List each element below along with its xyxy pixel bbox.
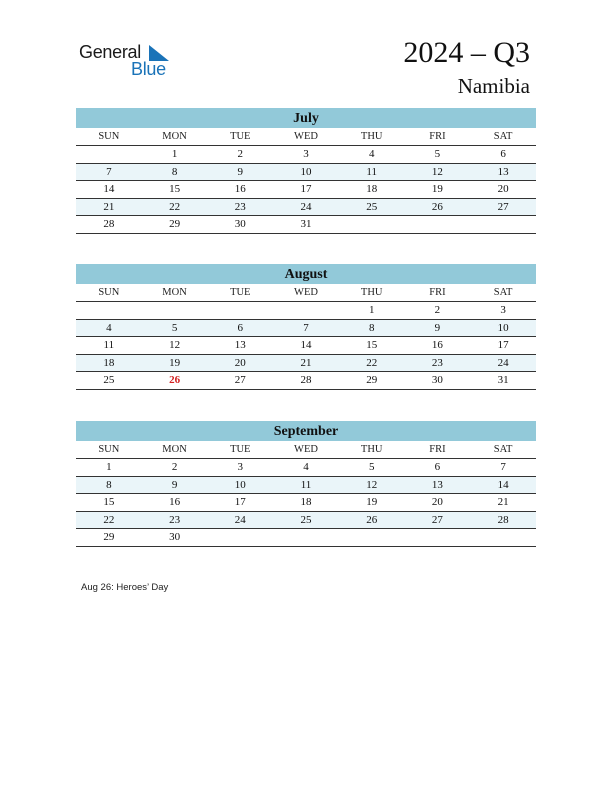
- weekday-header: SUN: [76, 441, 142, 459]
- day-cell: 9: [405, 320, 471, 338]
- month-august: [76, 264, 536, 390]
- day-cell: 14: [470, 477, 536, 495]
- empty-day-cell: [207, 529, 273, 547]
- day-cell: 10: [207, 477, 273, 495]
- day-cell: 8: [339, 320, 405, 338]
- day-cell: 10: [273, 164, 339, 182]
- empty-day-cell: [405, 529, 471, 547]
- day-cell: 30: [142, 529, 208, 547]
- day-cell: 10: [470, 320, 536, 338]
- day-cell: 12: [405, 164, 471, 182]
- day-cell: 22: [142, 199, 208, 217]
- day-cell: 19: [142, 355, 208, 373]
- weekday-header: THU: [339, 128, 405, 146]
- day-cell: 15: [142, 181, 208, 199]
- day-cell: 8: [76, 477, 142, 495]
- day-cell: 3: [470, 302, 536, 320]
- month-july: [76, 108, 536, 234]
- day-cell: 27: [470, 199, 536, 217]
- day-cell: 22: [76, 512, 142, 530]
- day-cell: 14: [273, 337, 339, 355]
- day-cell: 17: [207, 494, 273, 512]
- weekday-header: WED: [273, 441, 339, 459]
- country-name: Namibia: [457, 74, 530, 98]
- day-cell: 11: [339, 164, 405, 182]
- day-cell: 24: [207, 512, 273, 530]
- weekday-header: MON: [142, 284, 208, 302]
- month-title: July: [76, 108, 536, 128]
- day-cell: 16: [405, 337, 471, 355]
- empty-day-cell: [339, 529, 405, 547]
- day-cell: 30: [405, 372, 471, 390]
- day-cell: 5: [142, 320, 208, 338]
- weekday-header: TUE: [207, 284, 273, 302]
- empty-day-cell: [273, 302, 339, 320]
- holiday-day-cell: 26: [142, 372, 208, 390]
- day-cell: 18: [76, 355, 142, 373]
- weekday-header: TUE: [207, 128, 273, 146]
- day-cell: 15: [339, 337, 405, 355]
- weekday-header: WED: [273, 284, 339, 302]
- day-cell: 3: [207, 459, 273, 477]
- empty-day-cell: [76, 146, 142, 164]
- day-cell: 31: [470, 372, 536, 390]
- day-cell: 25: [76, 372, 142, 390]
- day-cell: 23: [142, 512, 208, 530]
- day-cell: 20: [207, 355, 273, 373]
- day-cell: 12: [142, 337, 208, 355]
- day-cell: 8: [142, 164, 208, 182]
- day-cell: 25: [273, 512, 339, 530]
- weekday-header: SUN: [76, 284, 142, 302]
- day-cell: 23: [405, 355, 471, 373]
- empty-day-cell: [76, 302, 142, 320]
- weekday-header: SAT: [470, 128, 536, 146]
- calendar-grid: [76, 284, 536, 390]
- day-cell: 28: [76, 216, 142, 234]
- calendar-grid: [76, 128, 536, 234]
- day-cell: 2: [207, 146, 273, 164]
- day-cell: 5: [339, 459, 405, 477]
- day-cell: 18: [339, 181, 405, 199]
- day-cell: 28: [470, 512, 536, 530]
- day-cell: 2: [142, 459, 208, 477]
- day-cell: 29: [76, 529, 142, 547]
- weekday-header: THU: [339, 284, 405, 302]
- day-cell: 7: [76, 164, 142, 182]
- day-cell: 23: [207, 199, 273, 217]
- empty-day-cell: [405, 216, 471, 234]
- holiday-note: Aug 26: Heroes’ Day: [81, 582, 169, 593]
- day-cell: 21: [273, 355, 339, 373]
- day-cell: 3: [273, 146, 339, 164]
- calendar-grid: [76, 441, 536, 547]
- logo-text-general: General: [79, 42, 141, 62]
- day-cell: 26: [405, 199, 471, 217]
- day-cell: 14: [76, 181, 142, 199]
- day-cell: 4: [273, 459, 339, 477]
- day-cell: 4: [76, 320, 142, 338]
- empty-day-cell: [207, 302, 273, 320]
- weekday-header: SAT: [470, 441, 536, 459]
- day-cell: 16: [142, 494, 208, 512]
- day-cell: 29: [142, 216, 208, 234]
- weekday-header: MON: [142, 441, 208, 459]
- empty-day-cell: [470, 529, 536, 547]
- day-cell: 6: [470, 146, 536, 164]
- day-cell: 26: [339, 512, 405, 530]
- day-cell: 31: [273, 216, 339, 234]
- day-cell: 1: [142, 146, 208, 164]
- day-cell: 9: [207, 164, 273, 182]
- day-cell: 11: [76, 337, 142, 355]
- weekday-header: FRI: [405, 441, 471, 459]
- day-cell: 17: [470, 337, 536, 355]
- day-cell: 30: [207, 216, 273, 234]
- empty-day-cell: [470, 216, 536, 234]
- day-cell: 7: [470, 459, 536, 477]
- day-cell: 24: [470, 355, 536, 373]
- weekday-header: FRI: [405, 128, 471, 146]
- logo: [79, 40, 179, 80]
- day-cell: 5: [405, 146, 471, 164]
- day-cell: 17: [273, 181, 339, 199]
- day-cell: 2: [405, 302, 471, 320]
- day-cell: 25: [339, 199, 405, 217]
- month-september: [76, 421, 536, 547]
- day-cell: 13: [470, 164, 536, 182]
- day-cell: 15: [76, 494, 142, 512]
- day-cell: 4: [339, 146, 405, 164]
- weekday-header: FRI: [405, 284, 471, 302]
- day-cell: 13: [405, 477, 471, 495]
- weekday-header: MON: [142, 128, 208, 146]
- day-cell: 7: [273, 320, 339, 338]
- day-cell: 28: [273, 372, 339, 390]
- day-cell: 1: [76, 459, 142, 477]
- day-cell: 21: [470, 494, 536, 512]
- day-cell: 27: [405, 512, 471, 530]
- day-cell: 1: [339, 302, 405, 320]
- empty-day-cell: [273, 529, 339, 547]
- day-cell: 18: [273, 494, 339, 512]
- day-cell: 19: [405, 181, 471, 199]
- weekday-header: SUN: [76, 128, 142, 146]
- month-title: August: [76, 264, 536, 284]
- empty-day-cell: [339, 216, 405, 234]
- logo-text-blue: Blue: [131, 59, 166, 79]
- empty-day-cell: [142, 302, 208, 320]
- day-cell: 6: [207, 320, 273, 338]
- day-cell: 12: [339, 477, 405, 495]
- weekday-header: SAT: [470, 284, 536, 302]
- day-cell: 20: [470, 181, 536, 199]
- day-cell: 16: [207, 181, 273, 199]
- weekday-header: THU: [339, 441, 405, 459]
- day-cell: 21: [76, 199, 142, 217]
- day-cell: 29: [339, 372, 405, 390]
- day-cell: 19: [339, 494, 405, 512]
- weekday-header: WED: [273, 128, 339, 146]
- day-cell: 20: [405, 494, 471, 512]
- page-title: 2024 – Q3: [403, 36, 530, 69]
- day-cell: 24: [273, 199, 339, 217]
- weekday-header: TUE: [207, 441, 273, 459]
- day-cell: 9: [142, 477, 208, 495]
- day-cell: 27: [207, 372, 273, 390]
- day-cell: 13: [207, 337, 273, 355]
- day-cell: 6: [405, 459, 471, 477]
- day-cell: 22: [339, 355, 405, 373]
- month-title: September: [76, 421, 536, 441]
- day-cell: 11: [273, 477, 339, 495]
